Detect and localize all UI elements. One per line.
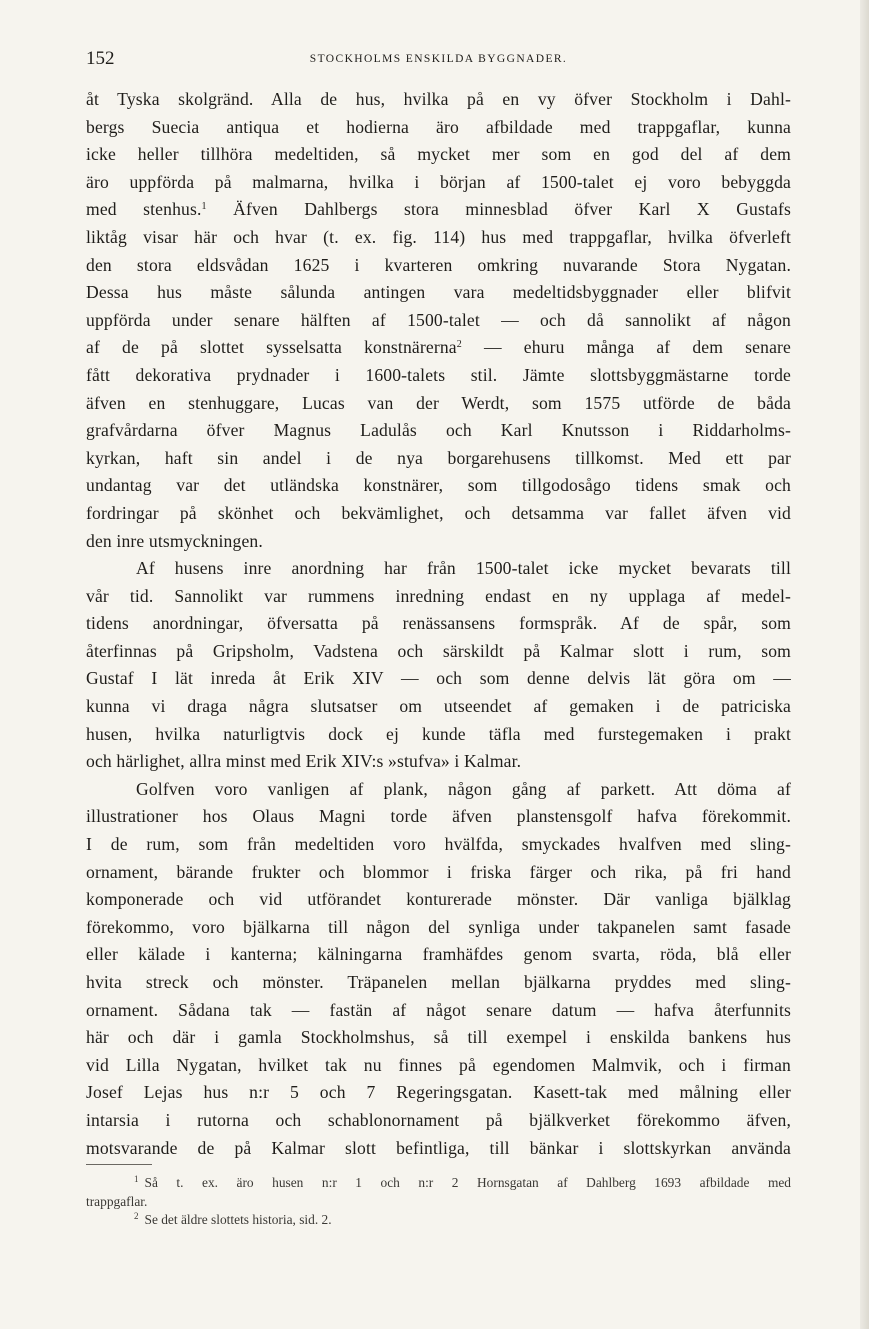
footnote-mark: 1 xyxy=(134,1174,139,1184)
text-line: äfven en stenhuggare, Lucas van der Werdt, som 1575 utförde de båda xyxy=(86,392,791,413)
text-line xyxy=(86,334,791,362)
text-line: den inre utsmyckningen. xyxy=(86,530,263,551)
text-line: intarsia i rutorna och schablonornament på bjälkverket förekommo äfven, xyxy=(86,1109,791,1130)
text-line: undantag var det utländska konstnärer, som tillgodosågo tidens smak och xyxy=(86,475,791,496)
footnote-1 xyxy=(86,1174,791,1193)
text-line: icke heller tillhöra medeltiden, så mycket mer som en god del af dem xyxy=(86,144,791,165)
text-line: ornament. Sådana tak — fastän af något senare datum — hafva återfunnits xyxy=(86,999,791,1020)
text-line: husen, hvilka naturligtvis dock ej kunde täfla med furstegemaken i prakt xyxy=(86,723,791,744)
running-title: STOCKHOLMS ENSKILDA BYGGNADER. xyxy=(309,53,568,65)
footnote-ref-1: 1 xyxy=(201,201,207,213)
page-number: 152 xyxy=(86,48,115,69)
text-segment: af de på slottet sysselsatta konstnärerna xyxy=(86,337,457,358)
text-line: I de rum, som från medeltiden voro hvälfda, smyckades hvalfven med sling- xyxy=(86,834,791,855)
footnotes xyxy=(86,1174,791,1230)
text-line: hvita streck och mönster. Träpanelen mellan bjälkarna pryddes med sling- xyxy=(86,972,791,992)
text-line xyxy=(86,196,791,224)
text-line: och härlighet, allra minst med Erik XIV:s »stufva» i Kalmar. xyxy=(86,751,522,772)
text-line: ornament, bärande frukter och blommor i friska färger och rika, på fri hand xyxy=(86,861,791,882)
text-line: återfinnas på Gripsholm, Vadstena och särskildt på Kalmar slott i rum, som xyxy=(86,640,791,661)
text-line: bergs Suecia antiqua et hodierna äro afbildade med trappgaflar, kunna xyxy=(86,116,791,137)
text-line: åt Tyska skolgränd. Alla de hus, hvilka på en vy öfver Stockholm i Dahl- xyxy=(86,89,791,109)
text-line: här och där i gamla Stockholmshus, så till exempel i enskilda bankens hus xyxy=(86,1027,791,1048)
text-line: tidens anordningar, öfversatta på renässansens formspråk. Af de spår, som xyxy=(86,613,791,634)
text-line: motsvarande de på Kalmar slott befintliga, till bänkar i slottskyrkan använda xyxy=(86,1137,791,1158)
text-line: Josef Lejas hus n:r 5 och 7 Regeringsgatan. Kasett-tak med målning eller xyxy=(86,1082,791,1103)
footnote-text: Så t. ex. äro husen n:r 1 och n:r 2 Hornsgatan af Dahlberg 1693 afbildade med xyxy=(144,1175,791,1190)
text-segment: Äfven Dahlbergs stora minnesblad öfver Karl X Gustafs xyxy=(206,199,792,220)
footnote-mark: 2 xyxy=(134,1211,139,1221)
text-segment: — ehuru många af dem senare xyxy=(461,337,791,358)
text-line: Golfven voro vanligen af plank, någon gång af parkett. Att döma af xyxy=(136,778,791,799)
text-line: liktåg visar här och hvar (t. ex. fig. 114) hus med trappgaflar, hvilka öfverleft xyxy=(86,226,791,247)
text-line: Gustaf I lät inreda åt Erik XIV — och som denne delvis lät göra om — xyxy=(86,668,791,689)
text-line: Dessa hus måste sålunda antingen vara medeltidsbyggnader eller blifvit xyxy=(86,282,791,303)
text-line: eller kälade i kanterna; kälningarna framhäfdes genom svarta, röda, blå eller xyxy=(86,944,791,965)
footnote-divider xyxy=(86,1164,152,1165)
text-line: äro uppförda på malmarna, hvilka i början af 1500-talet ej voro bebyggda xyxy=(86,171,791,192)
footnote-1-continuation: trappgaflar. xyxy=(86,1193,148,1209)
text-line: uppförda under senare hälften af 1500-talet — och då sannolikt af någon xyxy=(86,309,791,330)
footnote-text: Se det äldre slottets historia, sid. 2. xyxy=(144,1212,332,1227)
text-line: kunna vi draga några slutsatser om utseendet af gemaken i de patriciska xyxy=(86,696,791,717)
text-line: grafvårdarna öfver Magnus Ladulås och Karl Knutsson i Riddarholms- xyxy=(86,420,791,441)
text-line: vår tid. Sannolikt var rummens inredning endast en ny upplaga af medel- xyxy=(86,585,791,606)
text-line: vid Lilla Nygatan, hvilket tak nu finnes på egendomen Malmvik, och i firman xyxy=(86,1054,791,1075)
page-header xyxy=(86,48,791,72)
text-line: fordringar på skönhet och bekvämlighet, och detsamma var fallet äfven vid xyxy=(86,502,791,523)
body-text xyxy=(86,86,791,1162)
footnote-ref-2: 2 xyxy=(456,339,462,351)
text-line: Af husens inre anordning har från 1500-talet icke mycket bevarats till xyxy=(136,558,791,579)
footnote-2 xyxy=(86,1211,791,1230)
text-segment: med stenhus. xyxy=(86,199,202,220)
page-edge xyxy=(860,0,869,1329)
text-line: kyrkan, haft sin andel i de nya borgarehusens tillkomst. Med ett par xyxy=(86,447,791,468)
text-line: förekommo, voro bjälkarna till någon del synliga under takpanelen samt fasade xyxy=(86,916,791,937)
text-line: fått dekorativa prydnader i 1600-talets stil. Jämte slottsbyggmästarne torde xyxy=(86,364,791,385)
text-line: illustrationer hos Olaus Magni torde äfven planstensgolf hafva förekommit. xyxy=(86,806,791,827)
text-line: den stora eldsvådan 1625 i kvarteren omkring nuvarande Stora Nygatan. xyxy=(86,254,791,275)
text-line: komponerade och vid utförandet konturerade mönster. Där vanliga bjälklag xyxy=(86,889,791,910)
